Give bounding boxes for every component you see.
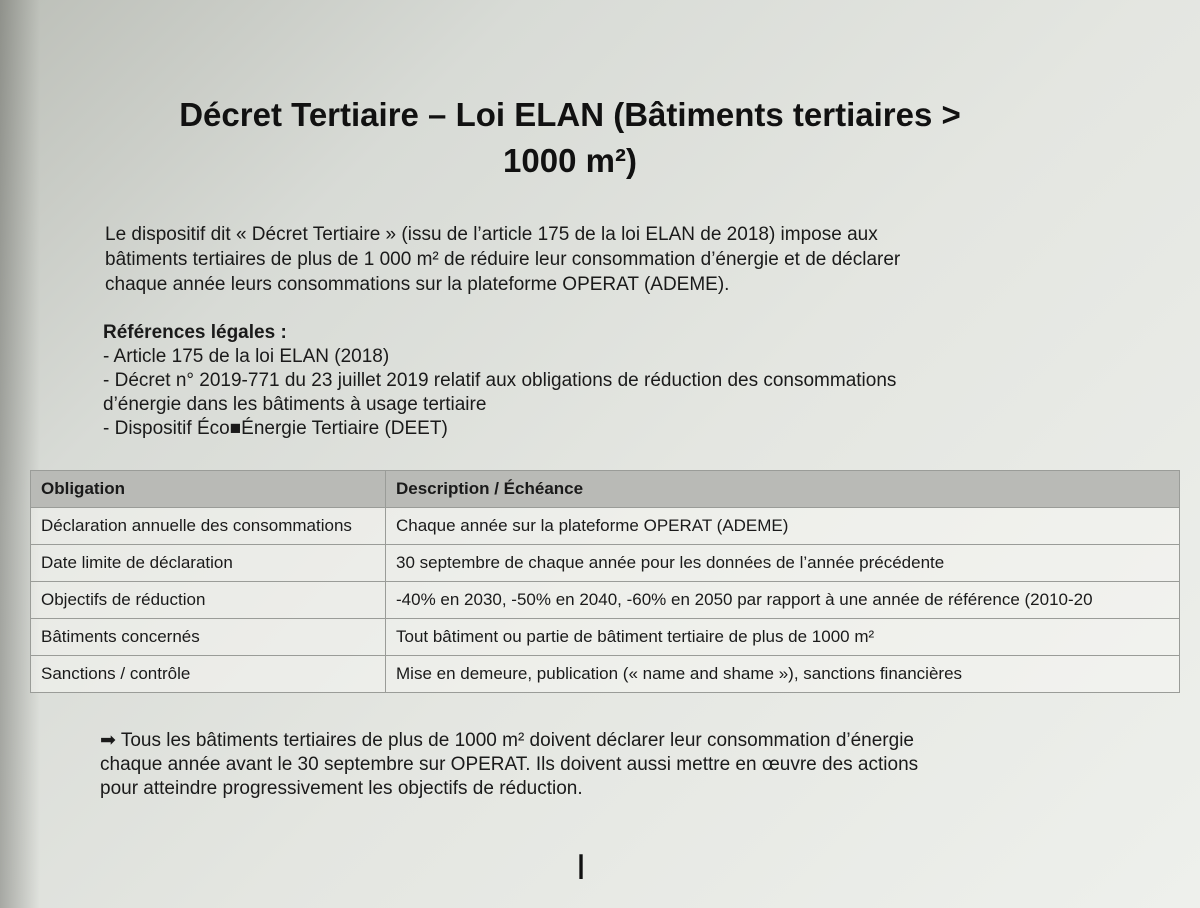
header-description: Description / Échéance: [386, 471, 1180, 508]
reference-item-2-cont: d’énergie dans les bâtiments à usage tertiaire: [103, 394, 487, 415]
header-obligation: Obligation: [31, 471, 386, 508]
reference-item-2: - Décret n° 2019-771 du 23 juillet 2019 relatif aux obligations de réduction des consommations: [103, 370, 897, 391]
intro-line-3: chaque année leurs consommations sur la plateforme OPERAT (ADEME).: [105, 274, 730, 295]
intro-paragraph: [105, 222, 1005, 297]
title-line-1: Décret Tertiaire – Loi ELAN (Bâtiments tertiaires >: [179, 96, 961, 133]
legal-references: [103, 321, 1003, 441]
cell-description: Chaque année sur la plateforme OPERAT (ADEME): [386, 508, 1180, 545]
reference-item-1: - Article 175 de la loi ELAN (2018): [103, 346, 390, 367]
document-title: [90, 92, 1050, 184]
text-cursor-icon: I: [576, 848, 587, 888]
cell-obligation: Déclaration annuelle des consommations: [31, 508, 386, 545]
cell-obligation: Objectifs de réduction: [31, 582, 386, 619]
table-row: [31, 619, 1180, 656]
table-header-row: [31, 471, 1180, 508]
title-line-2: 1000 m²): [503, 142, 637, 179]
cell-description: Tout bâtiment ou partie de bâtiment tertiaire de plus de 1000 m²: [386, 619, 1180, 656]
table-row: [31, 545, 1180, 582]
table-row: [31, 582, 1180, 619]
intro-line-1: Le dispositif dit « Décret Tertiaire » (issu de l’article 175 de la loi ELAN de 2018) impose aux: [105, 224, 878, 245]
cell-description: -40% en 2030, -50% en 2040, -60% en 2050 par rapport à une année de référence (2010-20: [386, 582, 1180, 619]
obligations-table: [30, 470, 1180, 693]
intro-line-2: bâtiments tertiaires de plus de 1 000 m² de réduire leur consommation d’énergie et de déclarer: [105, 249, 901, 270]
cell-obligation: Date limite de déclaration: [31, 545, 386, 582]
conclusion-line-1: ➡ Tous les bâtiments tertiaires de plus de 1000 m² doivent déclarer leur consommation d’énergie: [100, 730, 914, 751]
conclusion-paragraph: [100, 729, 1030, 801]
cell-obligation: Sanctions / contrôle: [31, 656, 386, 693]
conclusion-line-3: pour atteindre progressivement les objectifs de réduction.: [100, 778, 583, 799]
cell-description: 30 septembre de chaque année pour les données de l’année précédente: [386, 545, 1180, 582]
table-row: [31, 656, 1180, 693]
references-heading: Références légales :: [103, 322, 287, 343]
reference-item-3: - Dispositif Éco■Énergie Tertiaire (DEET): [103, 418, 448, 439]
table-row: [31, 508, 1180, 545]
cell-description: Mise en demeure, publication (« name and shame »), sanctions financières: [386, 656, 1180, 693]
conclusion-line-2: chaque année avant le 30 septembre sur OPERAT. Ils doivent aussi mettre en œuvre des actions: [100, 754, 919, 775]
cell-obligation: Bâtiments concernés: [31, 619, 386, 656]
